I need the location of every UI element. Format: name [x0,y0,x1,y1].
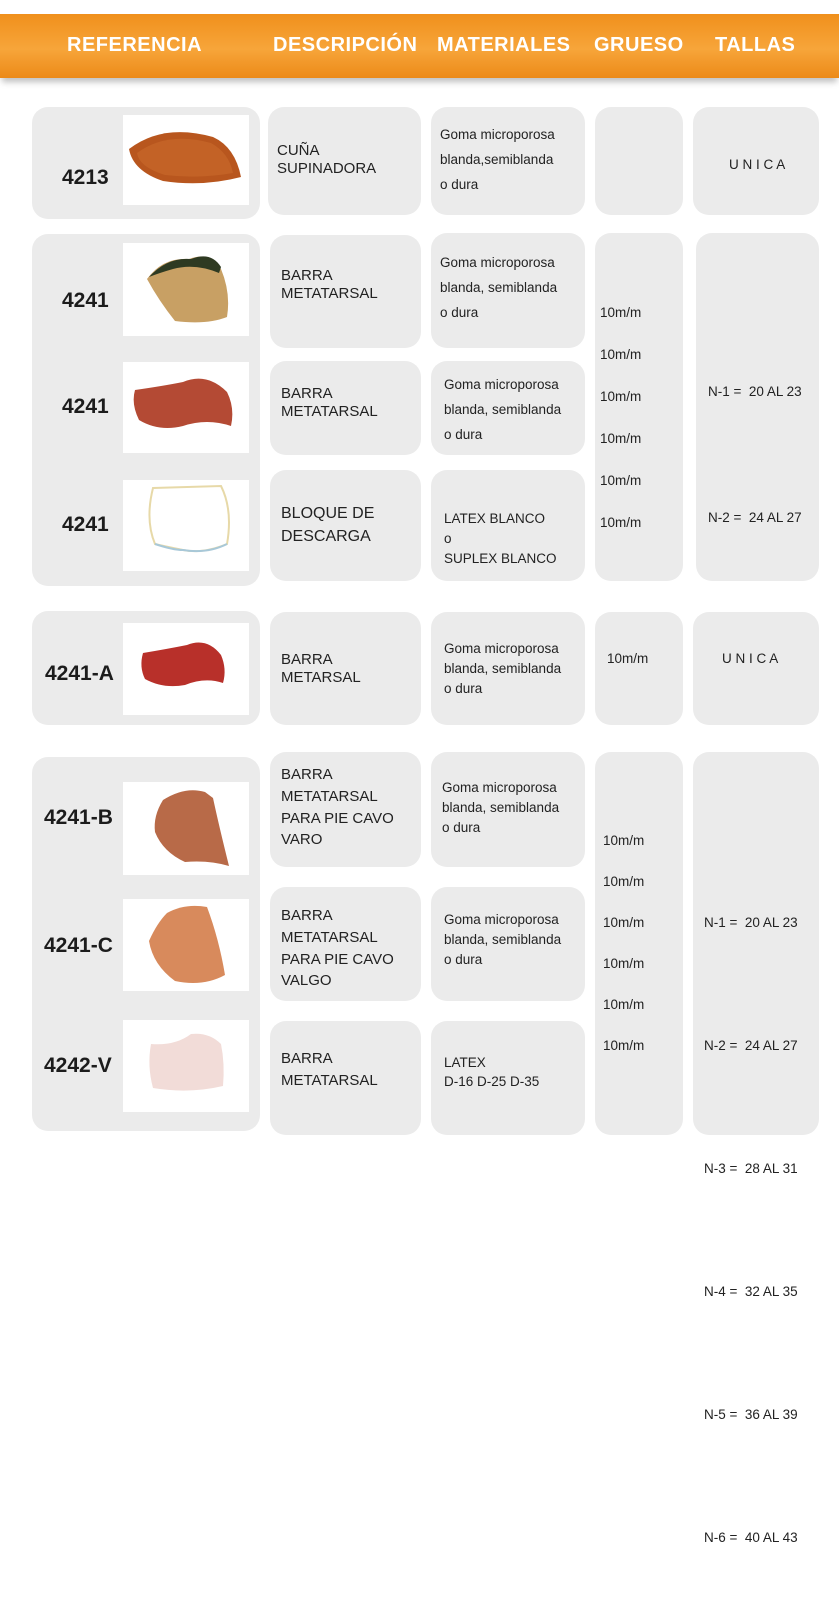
ref-number: 4213 [62,166,109,189]
talla-list [704,820,798,1599]
grueso-value: 10m/m [603,1038,645,1053]
material: Goma microporosa blanda, semiblanda o dura [442,780,560,835]
ref-number: 4241 [62,395,109,418]
material: Goma microporosa blanda, semiblanda o dura [444,641,562,696]
description: BARRA METATARSAL [281,1050,378,1089]
talla: U N I C A [729,157,786,172]
grueso-value: 10m/m [603,874,645,889]
talla-cell [693,612,819,725]
talla-value: N-1 = 20 AL 23 [704,915,798,930]
material: Goma microporosa blanda,semiblanda o dura [440,127,555,192]
product-image-barra-1 [123,243,249,336]
description: CUÑA SUPINADORA [277,142,377,177]
description: BARRA METARSAL [281,651,361,686]
talla: U N I C A [722,651,779,666]
product-image-bloque [123,480,249,571]
product-image-cavo-varo [123,782,249,875]
grueso-value: 10m/m [607,651,649,666]
talla-value: N-6 = 40 AL 43 [704,1530,798,1545]
material: Goma microporosa blanda, semiblanda o dura [444,912,562,967]
material: Goma microporosa blanda, semiblanda o dura [444,377,562,442]
description: BARRA METATARSAL [281,385,378,420]
grueso-value: 10m/m [603,915,645,930]
talla-value: N-5 = 36 AL 39 [704,1407,798,1422]
talla-value: N-3 = 28 AL 31 [704,1161,798,1176]
ref-number: 4242-V [44,1054,112,1077]
header-materiales: MATERIALES [437,34,571,56]
grueso-value: 10m/m [600,431,642,446]
grueso-list [603,820,644,1066]
grueso-value: 10m/m [600,389,642,404]
grueso-value: 10m/m [600,347,642,362]
table-header [0,14,839,78]
grueso-cell [595,612,683,725]
product-image-latex [123,1020,249,1112]
header-grueso: GRUESO [594,34,684,56]
grueso-cell [595,107,683,215]
product-image-barra-a [123,623,249,715]
material: Goma microporosa blanda, semiblanda o dura [440,255,558,320]
ref-number: 4241 [62,513,109,536]
description: BARRA METATARSAL PARA PIE CAVO VARO [281,766,394,849]
ref-number: 4241-C [44,934,113,957]
header-referencia: REFERENCIA [67,34,203,56]
talla-value: N-4 = 32 AL 35 [704,1284,798,1299]
header-descripcion: DESCRIPCIÓN [273,34,418,56]
material: LATEX D-16 D-25 D-35 [444,1055,540,1089]
talla-value: N-2 = 24 AL 27 [704,1038,798,1053]
talla-value: N-2 = 24 AL 27 [708,510,802,525]
ref-number: 4241-B [44,806,113,829]
description: BLOQUE DE DESCARGA [281,505,375,546]
ref-number: 4241 [62,289,109,312]
grueso-value: 10m/m [603,997,645,1012]
grueso-value: 10m/m [603,833,645,848]
grueso-value: 10m/m [600,305,642,320]
description: BARRA METATARSAL [281,267,378,302]
ref-number: 4241-A [45,662,114,685]
grueso-list [600,292,641,544]
product-image-cavo-valgo [123,899,249,991]
grueso-value: 10m/m [600,473,642,488]
header-tallas: TALLAS [715,34,796,56]
material: LATEX BLANCO o SUPLEX BLANCO [444,511,557,566]
grueso-value: 10m/m [600,515,642,530]
product-image-barra-2 [123,362,249,453]
grueso-value: 10m/m [603,956,645,971]
talla-value: N-1 = 20 AL 23 [708,384,802,399]
product-image-cuna [123,115,249,205]
description: BARRA METATARSAL PARA PIE CAVO VALGO [281,907,394,990]
